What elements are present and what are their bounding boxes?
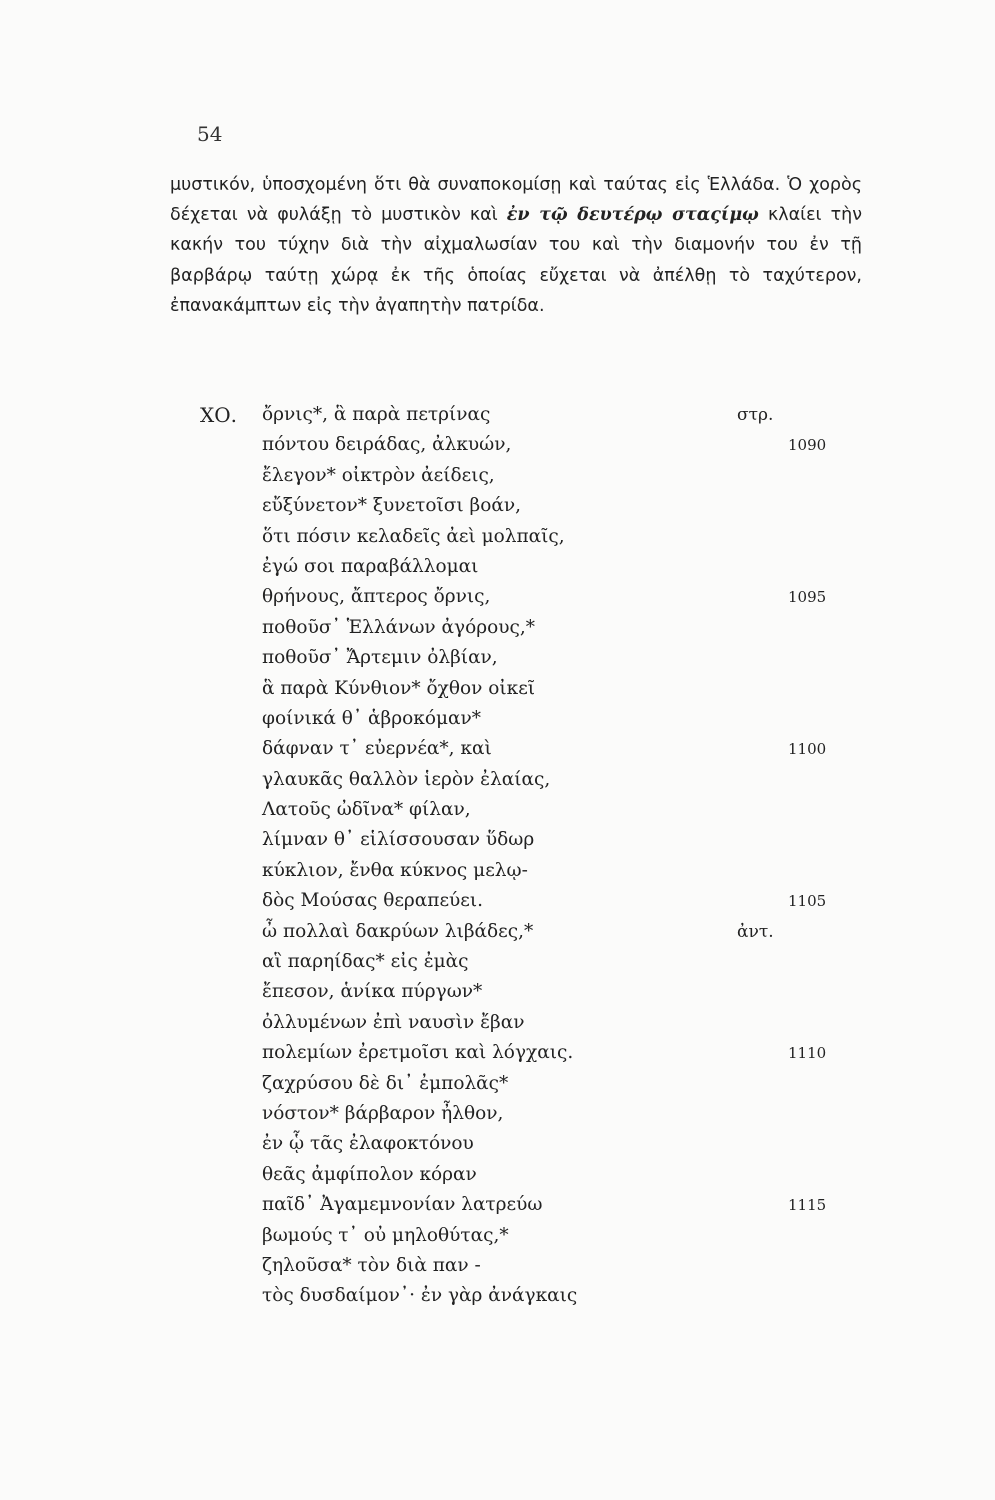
verse-line [262,522,822,552]
strophe-marker: στρ. [737,405,774,425]
verse-text: δάφναν τ᾽ εὐερνέα*, καὶ [262,738,492,760]
verse-text: ἔπεσον, ἁνίκα πύργων* [262,981,483,1003]
verse-text: αἳ παρηίδας* εἰς ἐμὰς [262,951,469,973]
verse-text: φοίνικά θ᾽ ἁβροκόμαν* [262,707,481,729]
verse-line [262,886,827,916]
verse-text: ποθοῦσ᾽ Ἄρτεμιν ὀλβίαν, [262,647,498,669]
verse-text: ὦ πολλαὶ δακρύων λιβάδες,* [262,920,534,942]
verse-text: θρήνους, ἄπτερος ὄρνις, [262,586,491,608]
verse-text: Λατοῦς ὠδῖνα* φίλαν, [262,799,471,821]
verse-line [262,825,822,855]
speaker-label: ΧΟ. [200,403,237,427]
verse-text: νόστον* βάρβαρον ἦλθον, [262,1102,504,1124]
verse-line [262,400,822,430]
verse-text: ἐν ᾧ τᾶς ἐλαφοκτόνου [262,1133,474,1155]
verse-line [262,1281,822,1311]
verse-text: ζαχρύσου δὲ δι᾽ ἐμπολᾶς* [262,1072,509,1094]
verse-line [262,795,822,825]
verse-text: ποθοῦσ᾽ Ἑλλάνων ἀγόρους,* [262,616,535,638]
strophe-marker: ἀντ. [737,921,774,942]
verse-text: θεᾶς ἀμφίπολον κόραν [262,1163,477,1185]
verse-line [262,461,822,491]
line-number: 1090 [788,436,827,455]
verse-line [262,1008,822,1038]
verse-text: πολεμίων ἐρετμοῖσι καὶ λόγχαις. [262,1042,574,1064]
verse-line [262,856,822,886]
line-number: 1105 [788,892,827,911]
verse-text: βωμούς τ᾽ οὐ μηλοθύτας,* [262,1224,509,1246]
line-number: 1100 [788,740,827,759]
line-number: 1115 [788,1196,827,1215]
verse-line [262,1038,827,1068]
verse-text: λίμναν θ᾽ εἱλίσσουσαν ὕδωρ [262,829,535,851]
verse-line [262,643,822,673]
intro-text-1: μυστικόν, ὑποσχομένη ὅτι θὰ συναποκομίσῃ καὶ ταύτας εἰς Ἑλλάδα. Ὁ χορὸς δέχεται νὰ φυλάξῃ τὸ μυστικὸν καὶ [170,175,862,226]
verse-line [262,765,822,795]
intro-bold-phrase: ἐν τῷ δευτέρῳ σταςίμῳ [506,205,759,226]
verse-line [262,613,822,643]
verse-text: κύκλιον, ἔνθα κύκνος μελῳ- [262,859,528,881]
verse-text: ζηλοῦσα* τὸν διὰ παν - [262,1254,481,1276]
verse-line [262,947,822,977]
verse-text: ὄρνις*, ἃ παρὰ πετρίνας [262,404,491,425]
verse-text: πόντου δειράδας, ἀλκυών, [262,434,512,456]
verse-line [262,704,822,734]
verse-text: ἐγώ σοι παραβάλλομαι [262,555,479,577]
verse-line [262,674,822,704]
verse-block [262,400,827,1312]
page-number: 54 [197,122,223,146]
verse-text: εὔξύνετον* ξυνετοῖσι βοάν, [262,495,521,517]
verse-line [262,552,822,582]
verse-line [262,582,827,612]
verse-line [262,1251,822,1281]
verse-text: ὀλλυμένων ἐπὶ ναυσὶν ἔβαν [262,1011,525,1033]
verse-line [262,1069,822,1099]
intro-text-2: κλαίει τὴν κακήν του τύχην διὰ τὴν αἰχμαλωσίαν του καὶ τὴν διαμονήν του ἐν τῇ βαρβάρῳ ταύτῃ χώρᾳ ἐκ τῆς ὁποίας εὔχεται νὰ ἀπέλθῃ τὸ ταχύτερον, ἐπανακάμπτων εἰς τὴν ἀγαπητὴν πατρίδα. [170,205,862,316]
line-number: 1095 [788,588,827,607]
verse-text: γλαυκᾶς θαλλὸν ἱερὸν ἐλαίας, [262,768,551,790]
line-number: 1110 [788,1044,827,1063]
verse-line [262,1190,827,1220]
verse-text: ὅτι πόσιν κελαδεῖς ἀεὶ μολπαῖς, [262,525,565,547]
verse-line [262,1221,822,1251]
verse-text: ἃ παρὰ Κύνθιον* ὄχθον οἰκεῖ [262,677,536,699]
verse-text: παῖδ᾽ Ἀγαμεμνονίαν λατρεύω [262,1194,543,1216]
verse-text: τὸς δυσδαίμον᾽· ἐν γὰρ ἀνάγκαις [262,1285,578,1307]
verse-line [262,917,822,947]
verse-text: ἔλεγον* οἰκτρὸν ἀείδεις, [262,464,495,486]
verse-text: δὸς Μούσας θεραπεύει. [262,890,484,912]
verse-line [262,977,822,1007]
verse-line [262,1099,822,1129]
verse-line [262,491,822,521]
verse-line [262,1160,822,1190]
verse-line [262,734,827,764]
verse-line [262,430,827,460]
intro-paragraph [170,170,862,321]
verse-line [262,1129,822,1159]
